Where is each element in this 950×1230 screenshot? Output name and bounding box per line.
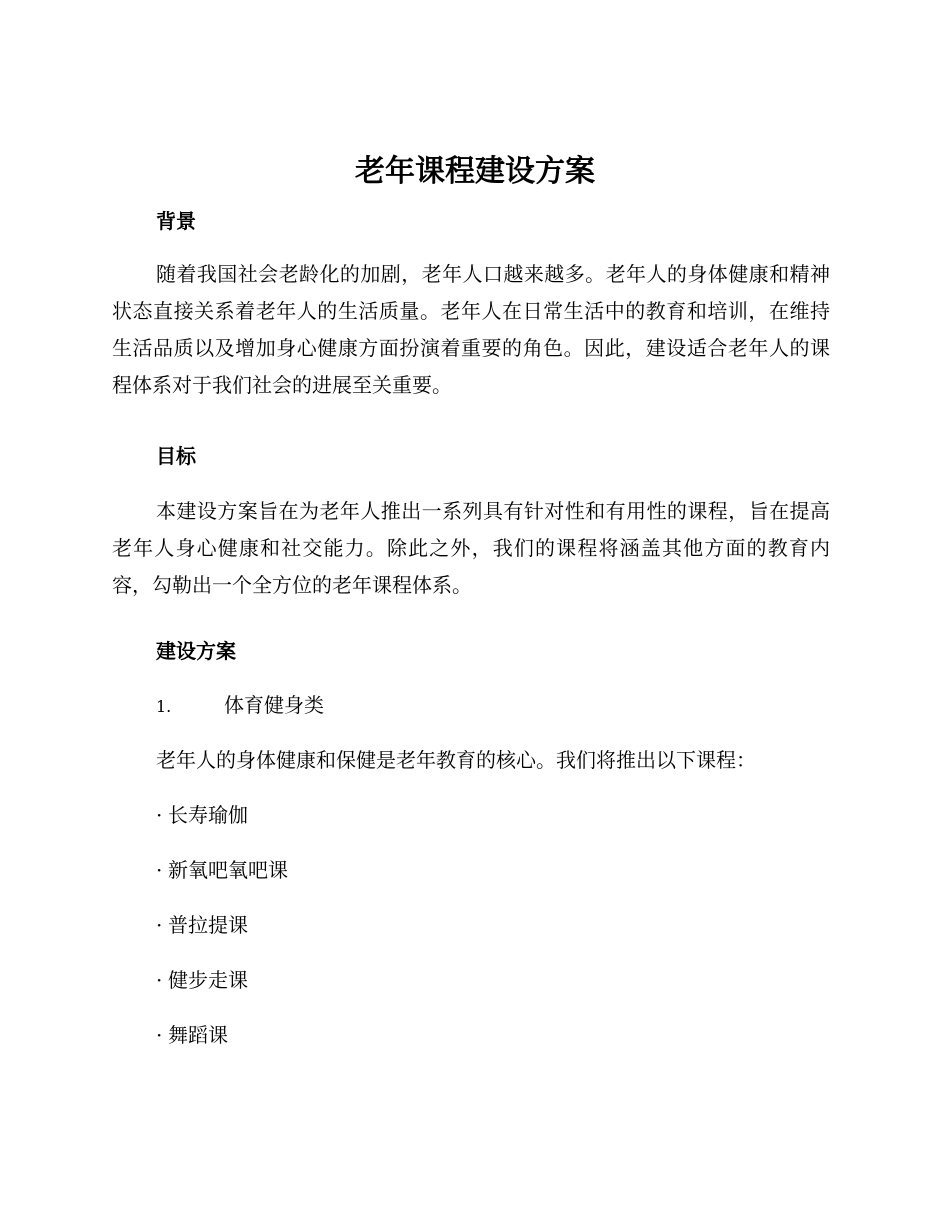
paragraph-background: 随着我国社会老龄化的加剧，老年人口越来越多。老年人的身体健康和精神状态直接关系着老年人的生活质量。老年人在日常生活中的教育和培训，在维持生活品质以及增加身心健康方面扮演着重要的角色。因此，建设适合老年人的课程体系对于我们社会的进展至关重要。 (112, 262, 830, 397)
list-item (156, 801, 248, 829)
list-item-label: 舞蹈课 (168, 1023, 228, 1047)
heading-goal: 目标 (156, 444, 196, 468)
paragraph-goal: 本建设方案旨在为老年人推出一系列具有针对性和有用性的课程，旨在提高老年人身心健康和社交能力。除此之外，我们的课程将涵盖其他方面的教育内容，勾勒出一个全方位的老年课程体系。 (112, 499, 830, 597)
bullet-symbol: · (156, 858, 163, 882)
numbered-item-number: 1. (156, 697, 172, 716)
list-item (156, 856, 288, 884)
list-item (156, 911, 248, 939)
bullet-symbol: · (156, 968, 163, 992)
bullet-symbol: · (156, 1023, 163, 1047)
list-item (156, 966, 248, 994)
list-item (156, 1021, 228, 1049)
plan-intro-text: 老年人的身体健康和保健是老年教育的核心。我们将推出以下课程： (156, 748, 756, 772)
heading-background: 背景 (156, 209, 196, 233)
heading-plan: 建设方案 (156, 639, 236, 663)
list-item-label: 普拉提课 (168, 913, 248, 937)
list-item-label: 新氧吧氧吧课 (168, 858, 288, 882)
numbered-item-1 (156, 691, 324, 721)
bullet-symbol: · (156, 803, 163, 827)
list-item-label: 健步走课 (168, 968, 248, 992)
bullet-symbol: · (156, 913, 163, 937)
list-item-label: 长寿瑜伽 (168, 803, 248, 827)
document-title: 老年课程建设方案 (355, 154, 595, 189)
numbered-item-label: 体育健身类 (224, 693, 324, 717)
